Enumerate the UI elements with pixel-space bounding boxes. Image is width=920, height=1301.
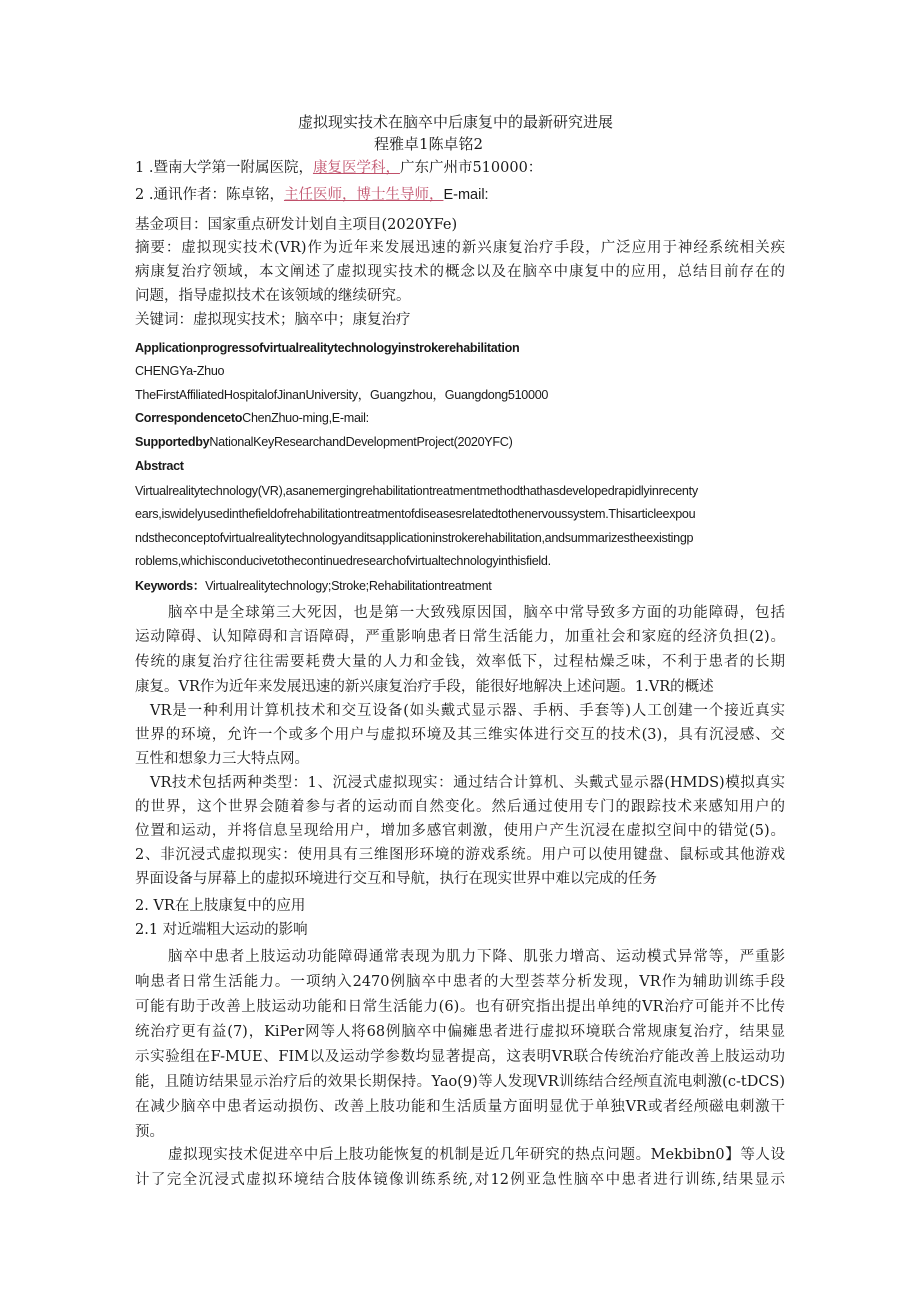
section-heading-2-1: 2.1 对近端粗大运动的影响 <box>135 922 308 938</box>
title-en: Applicationprogressofvirtualrealitytechnologyinstrokerehabilitation <box>135 341 520 355</box>
abstract-en-line-4: roblems,whichisconducivetothecontinuedresearchofvirtualtechnologyinthisfield. <box>135 554 551 568</box>
para3-line-4: 2、非沉浸式虚拟现实：使用具有三维图形环境的游戏系统。用户可以使用键盘、鼠标或其他游戏 <box>135 847 785 863</box>
para4-line-7: 在减少脑卒中患者运动损伤、改善上肢功能和生活质量方面明显优于单独VR或者经颅磁电刺激干 <box>135 1099 785 1115</box>
affiliation-2 <box>135 185 489 205</box>
abstract-en-line-1: Virtualrealitytechnology(VR),asanemergingrehabilitationtreatmentmethodthathasdevelopedrapidlyinrecenty <box>135 484 698 498</box>
section-heading-2: 2. VR在上肢康复中的应用 <box>135 898 306 914</box>
affiliation-1-link[interactable]: 康复医学科， <box>312 160 400 176</box>
para1-line-4: 康复。VR作为近年来发展迅速的新兴康复治疗手段，能很好地解决上述问题。1.VR的概述 <box>135 679 714 695</box>
affiliation-2-link[interactable]: 主任医师，博士生导师， <box>283 187 444 203</box>
para4-line-6: 能，且随访结果显示治疗后的效果长期保持。Yao(9)等人发现VR训练结合经颅直流电刺激(c-tDCS) <box>135 1074 785 1090</box>
correspondence-label: Correspondenceto <box>135 411 243 425</box>
para3-line-3: 位置和运动，并将信息呈现给用户，增加多感官刺激，使用户产生沉浸在虚拟空间中的错觉(5)。 <box>135 823 785 839</box>
abstract-cn-line-2: 病康复治疗领域，本文阐述了虚拟现实技术的概念以及在脑卒中康复中的应用，总结目前存在的 <box>135 264 785 280</box>
para2-line-1: VR是一种利用计算机技术和交互设备(如头戴式显示器、手柄、手套等)人工创建一个接近真实 <box>150 703 785 719</box>
abstract-en-line-2: ears,iswidelyusedinthefieldofrehabilitationtreatmentofdiseasesrelatedtothenervoussystem.Thisarticleexpou <box>135 507 696 521</box>
para3-line-1: VR技术包括两种类型：1、沉浸式虚拟现实：通过结合计算机、头戴式显示器(HMDS)模拟真实 <box>150 775 785 791</box>
affiliation-1-prefix: 1 .暨南大学第一附属医院， <box>135 160 313 176</box>
para4-line-1: 脑卒中患者上肢运动功能障碍通常表现为肌力下降、肌张力增高、运动模式异常等，严重影 <box>168 949 785 965</box>
affiliation-en: TheFirstAffiliatedHospitalofJinanUniversity，Guangzhou，Guangdong510000 <box>135 388 549 402</box>
affiliation-2-prefix: 2 .通讯作者：陈卓铭， <box>135 187 284 203</box>
para2-line-3: 互性和想象力三大特点网。 <box>135 751 309 767</box>
para4-line-8: 预。 <box>135 1124 164 1140</box>
para4-line-5: 示实验组在F-MUE、FIM以及运动学参数均显著提高，这表明VR联合传统治疗能改善上肢运动功 <box>135 1049 785 1065</box>
para4-line-4: 统治疗更有益(7)，KiPer网等人将68例脑卒中偏瘫患者进行虚拟环境联合常规康复治疗，结果显 <box>135 1024 785 1040</box>
para3-line-2: 的世界，这个世界会随着参与者的运动而自然变化。然后通过使用专门的跟踪技术来感知用户的 <box>135 799 785 815</box>
abstract-cn-line-3: 问题，指导虚拟技术在该领域的继续研究。 <box>135 288 411 304</box>
keywords-cn: 关键词：虚拟现实技术；脑卒中；康复治疗 <box>135 312 411 328</box>
paper-authors: 程雅卓1陈卓铭2 <box>374 135 484 153</box>
abstract-heading: Abstract <box>135 459 184 473</box>
abstract-en-line-3: ndstheconceptofvirtualrealitytechnologyanditsapplicationinstrokerehabilitation,andsummarizestheexistingp <box>135 531 694 545</box>
supported-label: Supportedby <box>135 435 210 449</box>
para5-line-2: 计了完全沉浸式虚拟环境结合肢体镜像训练系统,对12例亚急性脑卒中患者进行训练,结果显示 <box>135 1172 785 1188</box>
paper-title: 虚拟现实技术在脑卒中后康复中的最新研究进展 <box>298 113 614 131</box>
funding-line: 基金项目：国家重点研发计划自主项目(2020YFe) <box>135 217 458 233</box>
affiliation-1-suffix: 广东广州市510000： <box>399 160 543 176</box>
affiliation-2-suffix: E-mail: <box>443 187 489 203</box>
para1-line-3: 传统的康复治疗往往需要耗费大量的人力和金钱，效率低下，过程枯燥乏味，不利于患者的长期 <box>135 654 785 670</box>
correspondence-line <box>135 408 369 428</box>
keywords-en-value: Virtualrealitytechnology;Stroke;Rehabilitationtreatment <box>205 579 492 593</box>
author-en: CHENGYa-Zhuo <box>135 364 225 378</box>
para3-line-5: 界面设备与屏幕上的虚拟环境进行交互和导航，执行在现实世界中难以完成的任务 <box>135 871 657 887</box>
para1-line-1: 脑卒中是全球第三大死因，也是第一大致残原因国，脑卒中常导致多方面的功能障碍，包括 <box>168 605 785 621</box>
abstract-cn-line-1: 摘要：虚拟现实技术(VR)作为近年来发展迅速的新兴康复治疗手段，广泛应用于神经系统相关疾 <box>135 240 785 256</box>
keywords-en-label: Keywords： <box>135 579 206 593</box>
para1-line-2: 运动障碍、认知障碍和言语障碍，严重影响患者日常生活能力，加重社会和家庭的经济负担(2)。 <box>135 629 785 645</box>
correspondence-value: ChenZhuo-ming,E-mail: <box>242 411 369 425</box>
supported-value: NationalKeyResearchandDevelopmentProject(2020YFC) <box>209 435 513 449</box>
para2-line-2: 世界的环境，允许一个或多个用户与虚拟环境及其三维实体进行交互的技术(3)，具有沉浸感、交 <box>135 727 785 743</box>
keywords-en <box>135 576 491 596</box>
para4-line-2: 响患者日常生活能力。一项纳入2470例脑卒中患者的大型荟萃分析发现，VR作为辅助训练手段 <box>135 974 785 990</box>
para4-line-3: 可能有助于改善上肢运动功能和日常生活能力(6)。也有研究指出提出单纯的VR治疗可能并不比传 <box>135 999 785 1015</box>
para5-line-1: 虚拟现实技术促进卒中后上肢功能恢复的机制是近几年研究的热点问题。Mekbibn0】等人设 <box>168 1147 785 1163</box>
affiliation-1 <box>135 158 542 178</box>
supported-line <box>135 432 512 452</box>
